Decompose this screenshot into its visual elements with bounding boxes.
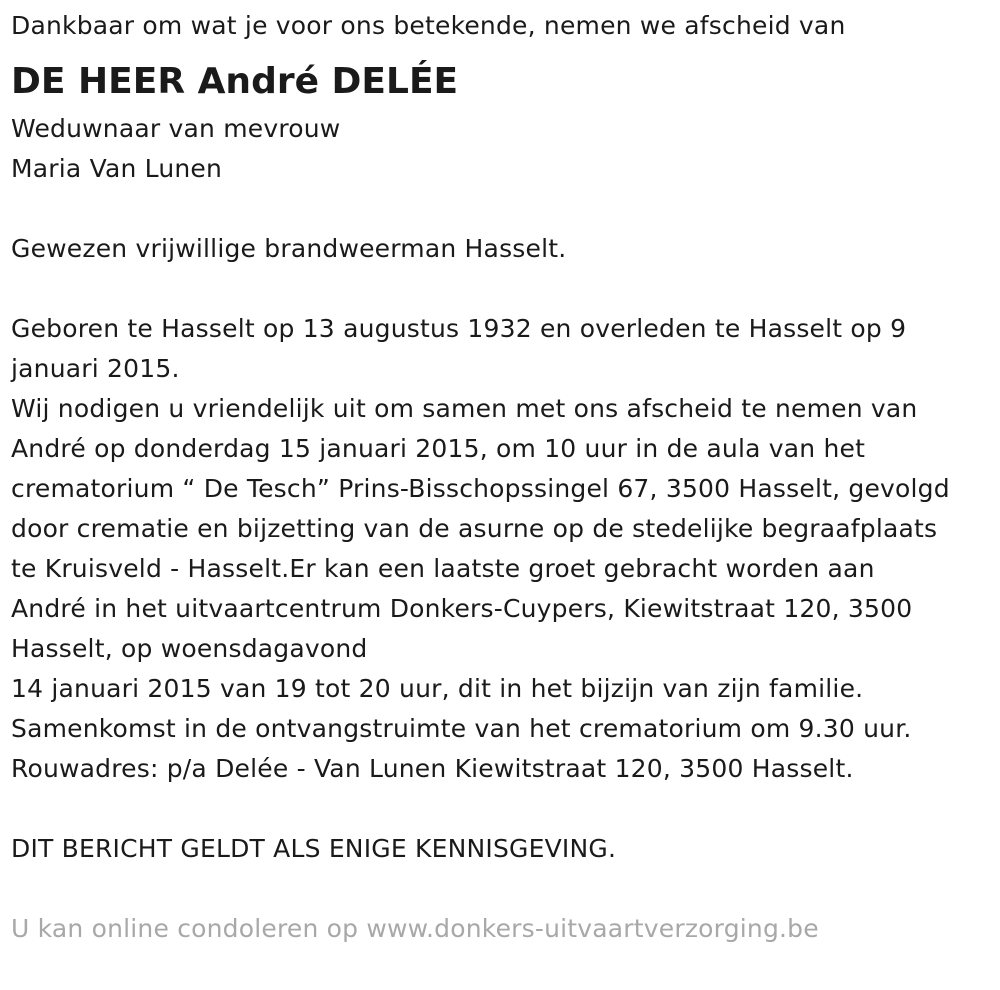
spacer: [11, 789, 991, 829]
spacer: [11, 869, 991, 909]
body-line: Samenkomst in de ontvangstruimte van het crematorium om 9.30 uur.: [11, 714, 912, 743]
body-line: Hasselt, op woensdagavond: [11, 634, 368, 663]
body-line: André op donderdag 15 januari 2015, om 10 uur in de aula van het: [11, 434, 866, 463]
spouse-line-1: Weduwnaar van mevrouw: [11, 114, 341, 143]
body-line: 14 januari 2015 van 19 tot 20 uur, dit in het bijzijn van zijn familie.: [11, 674, 864, 703]
death-notice: [11, 6, 991, 949]
occupation-text: Gewezen vrijwillige brandweerman Hasselt.: [11, 234, 567, 263]
intro-text: Dankbaar om wat je voor ons betekende, nemen we afscheid van: [11, 11, 846, 40]
body-line: te Kruisveld - Hasselt.Er kan een laatste groet gebracht worden aan: [11, 554, 875, 583]
spouse-line-2: Maria Van Lunen: [11, 154, 223, 183]
body-line: door crematie en bijzetting van de asurne op de stedelijke begraafplaats: [11, 514, 938, 543]
spacer: [11, 269, 991, 309]
spacer: [11, 189, 991, 229]
condolence-link-text: U kan online condoleren op www.donkers-uitvaartverzorging.be: [11, 914, 819, 943]
body-line: Geboren te Hasselt op 13 augustus 1932 en overleden te Hasselt op 9: [11, 314, 907, 343]
body-line: Rouwadres: p/a Delée - Van Lunen Kiewitstraat 120, 3500 Hasselt.: [11, 754, 854, 783]
deceased-name: DE HEER André DELÉE: [11, 61, 459, 102]
body-line: Wij nodigen u vriendelijk uit om samen met ons afscheid te nemen van: [11, 394, 918, 423]
official-notice: DIT BERICHT GELDT ALS ENIGE KENNISGEVING.: [11, 834, 617, 863]
body-line: januari 2015.: [11, 354, 180, 383]
body-line: crematorium “ De Tesch” Prins-Bisschopssingel 67, 3500 Hasselt, gevolgd: [11, 474, 950, 503]
body-line: André in het uitvaartcentrum Donkers-Cuypers, Kiewitstraat 120, 3500: [11, 594, 913, 623]
